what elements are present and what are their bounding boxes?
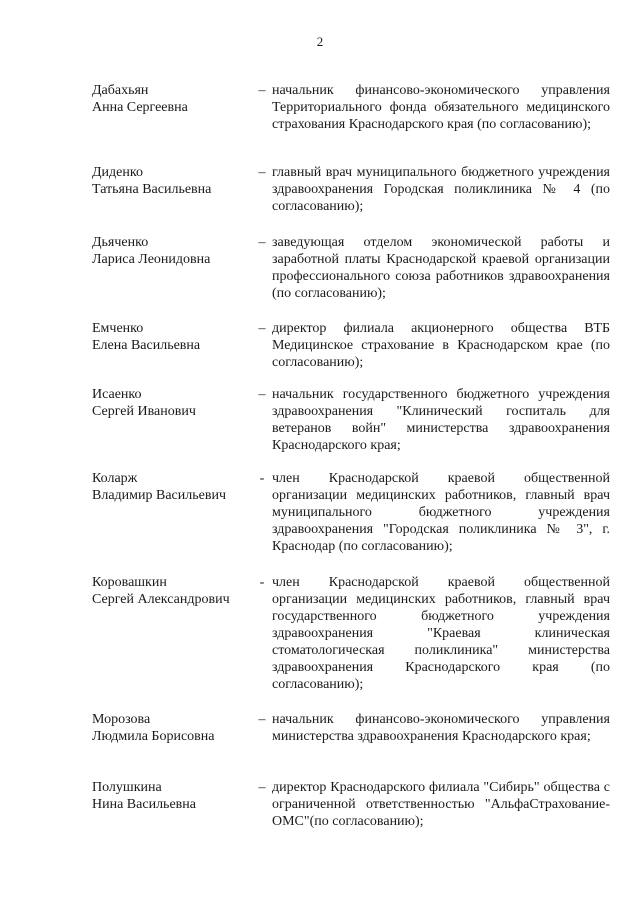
member-position: член Краснодарской краевой общественной организации медицинских работников, главный врач государственного бюджетного учреждения здравоохранения "Краевая клиническая стоматологическая поликлиника" министерства здравоохранения Краснодарского края (по согласованию);: [272, 575, 610, 692]
member-position: директор Краснодарского филиала "Сибирь" общества с ограниченной ответственностью "АльфаСтрахование-ОМС"(по согласованию);: [272, 780, 610, 829]
member-position: главный врач муниципального бюджетного учреждения здравоохранения Городская поликлиника № 4 (по согласованию);: [272, 165, 610, 214]
member-given-names: Елена Васильевна: [92, 338, 201, 353]
member-given-names: Нина Васильевна: [92, 797, 196, 812]
member-surname: Емченко: [92, 321, 144, 336]
member-surname: Коровашкин: [92, 575, 167, 590]
member-surname: Морозова: [92, 712, 151, 727]
dash-separator: -: [259, 575, 265, 590]
member-surname: Коларж: [92, 471, 138, 486]
member-given-names: Анна Сергеевна: [92, 100, 188, 115]
member-surname: Дьяченко: [92, 235, 149, 250]
member-name: [92, 386, 257, 420]
dash-separator: –: [258, 83, 266, 98]
member-name: [92, 574, 257, 608]
member-given-names: Сергей Иванович: [92, 404, 196, 419]
member-position: начальник финансово-экономического управления министерства здравоохранения Краснодарского края;: [272, 712, 610, 744]
dash-separator: –: [258, 712, 266, 727]
member-given-names: Владимир Васильевич: [92, 488, 226, 503]
member-given-names: Сергей Александрович: [92, 592, 230, 607]
member-name: [92, 164, 257, 198]
member-position: член Краснодарской краевой общественной организации медицинских работников, главный врач муниципального бюджетного учреждения здравоохранения "Городская поликлиника № 3", г. Краснодар (по согласованию);: [272, 471, 610, 554]
dash-separator: –: [258, 235, 266, 250]
member-name: [92, 82, 257, 116]
dash-separator: –: [258, 165, 266, 180]
member-name: [92, 234, 257, 268]
member-name: [92, 470, 257, 504]
member-position: начальник финансово-экономического управления Территориального фонда обязательного медицинского страхования Краснодарского края (по согласованию);: [272, 83, 610, 132]
member-name: [92, 711, 257, 745]
dash-separator: –: [258, 387, 266, 402]
member-surname: Дабахьян: [92, 83, 149, 98]
page-number: 2: [316, 34, 324, 49]
member-position: начальник государственного бюджетного учреждения здравоохранения "Клинический госпиталь для ветеранов войн" министерства здравоохранения Краснодарского края;: [272, 387, 610, 453]
member-surname: Диденко: [92, 165, 143, 180]
member-given-names: Татьяна Васильевна: [92, 182, 212, 197]
member-given-names: Лариса Леонидовна: [92, 252, 211, 267]
dash-separator: –: [258, 780, 266, 795]
member-name: [92, 320, 257, 354]
member-surname: Полушкина: [92, 780, 162, 795]
dash-separator: -: [259, 471, 265, 486]
member-name: [92, 779, 257, 813]
dash-separator: –: [258, 321, 266, 336]
member-position: заведующая отделом экономической работы и заработной платы Краснодарской краевой организации профессионального союза работников здравоохранения (по согласованию);: [272, 235, 610, 301]
member-surname: Исаенко: [92, 387, 142, 402]
member-position: директор филиала акционерного общества ВТБ Медицинское страхование в Краснодарском крае (по согласованию);: [272, 321, 610, 370]
member-given-names: Людмила Борисовна: [92, 729, 215, 744]
